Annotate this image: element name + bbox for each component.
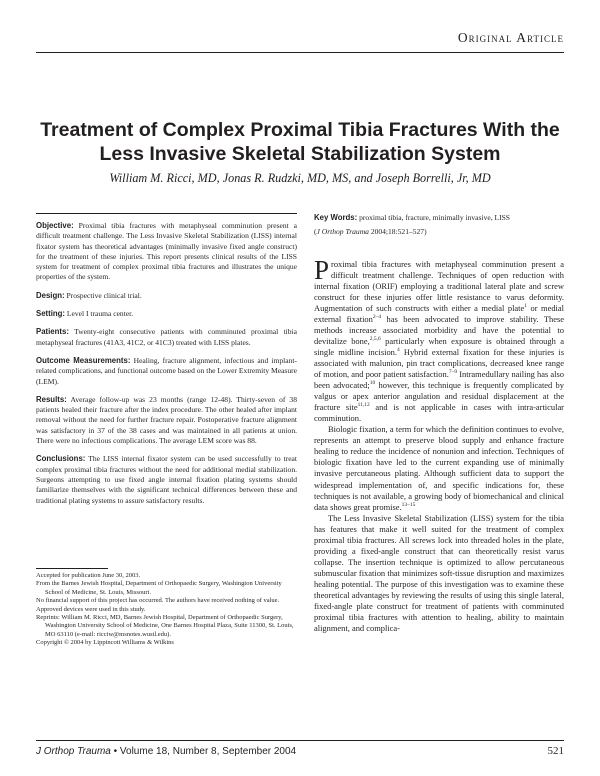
footer-journal: J Orthop Trauma (36, 746, 111, 757)
abstract-text: Level I trauma center. (66, 309, 134, 319)
body-text-run: or medial external fixation (314, 302, 564, 324)
citation-ref: 7–9 (448, 369, 458, 376)
body-text (314, 254, 564, 635)
abstract-heading: Outcome Measurements: (36, 355, 131, 365)
running-footer (36, 746, 296, 757)
key-words (314, 213, 564, 223)
footnote-affiliation: From the Barnes Jewish Hospital, Department of Orthopaedic Surgery, Washington University School of Medicine, St. Louis, Missouri. (36, 580, 282, 596)
footnote-funding: No financial support of this project has occurred. The authors have received nothing of value. (36, 597, 280, 605)
abstract-setting (36, 309, 297, 319)
left-column (36, 213, 297, 506)
abstract-heading: Conclusions: (36, 454, 86, 464)
paragraph-1-text (314, 254, 564, 424)
footnote-devices: Approved devices were used in this study. (36, 605, 146, 613)
abstract-text: The LISS internal fixator system can be used successfully to treat complex proximal tibia fractures without the need for additional medial stabilization. Surgeons attempting to use fixed angle internal fixation plating systems should familiarize themselves with the significant technical differences between these and traditional plating systems to assure satisfactory results. (36, 454, 297, 505)
author-list: William M. Ricci, MD, Jonas R. Rudzki, MD, MS, and Joseph Borrelli, Jr, MD (109, 171, 491, 185)
footnote-accepted: Accepted for publication June 30, 2003. (36, 572, 141, 579)
abstract-heading: Design: (36, 290, 65, 300)
citation-ref: 4 (397, 346, 400, 353)
abstract-patients (36, 327, 297, 348)
citation-ref: 13–15 (401, 501, 416, 508)
body-text-run: has been advocated to improve stability. These methods increase associated morbidity and have the potential to devitalize bone, (314, 313, 564, 346)
citation-ref: 11,12 (357, 402, 370, 409)
abstract (36, 221, 297, 506)
citation (314, 227, 564, 237)
body-paragraph-2 (314, 424, 564, 512)
citation-details: 2004;18:521–527) (370, 227, 427, 237)
abstract-text: Average follow-up was 23 months (range 12-48). Thirty-seven of 38 patients healed their fracture after the index procedure. The other healed after implant removal without the need for further fracture repair. Postoperative fracture alignment was satisfactory in 37 of the 38 cases and was maintained in all patients at union. There were no infectious complications. The average LEM score was 88. (36, 394, 297, 446)
abstract-text: Proximal tibia fractures with metaphyseal comminution present a difficult treatment challenge. The Less Invasive Skeletal Stabilization (LISS) internal fixator system has theoretical advantages (minimally invasive fixed angle construct) for the treatment of these injuries. This report presents clinical results of the LISS system for treatment of complex proximal tibia fractures and illustrates the unique properties of the system. (36, 221, 298, 282)
footnote-rule (36, 568, 108, 569)
abstract-design (36, 291, 297, 301)
abstract-heading: Results: (36, 394, 67, 404)
citation-ref: 1 (524, 302, 528, 309)
body-text-run: roximal tibia fractures with metaphyseal comminution present a difficult treatment challenge. Techniques of open reduction with internal fixation (ORIF) employing a traditional lateral plate and screw construct for these injuries offer little resistance to varus deformity. Augmentation of such constructs with either a medial plate (314, 258, 564, 313)
body-text-run: and is not applicable in cases with intra-articular comminution. (314, 402, 564, 424)
body-text-run: The Less Invasive Skeletal Stabilization (LISS) system for the tibia has features that make it well suited for the treatment of complex proximal tibia fractures. All screws lock into threaded holes in the plate, providing a fixed-angle construct that can theoretically resist varus collapse. The insertion technique is optimized to allow percutaneous submuscular fixation that minimizes soft-tissue disruption and maximizes healing potential. The purpose of this investigation was to examine these theoretical advantages by reviewing the results of using this single lateral, fixed-angle plate construct for treatment of patients with comminuted proximal tibia fractures with attention to healing, ability to maintain alignment, and complica- (314, 512, 564, 634)
body-text-run: Hybrid external fixation for these injuries is associated with malunion, pin tract complications, decreased knee range of motion, and poor patient satisfaction. (314, 346, 564, 380)
bottom-rule (36, 740, 564, 741)
top-rule (36, 52, 564, 53)
body-text-run: however, this technique is frequently complicated by valgus or apex anterior angulation and residual displacement at the fracture site (314, 380, 564, 413)
right-column (314, 213, 564, 634)
abstract-results (36, 395, 297, 446)
abstract-heading: Setting: (36, 309, 66, 319)
key-words-label: Key Words: (314, 213, 358, 222)
abstract-conclusions (36, 454, 297, 505)
citation-paren: ( (314, 227, 317, 237)
key-words-text: proximal tibia, fracture, minimally invasive, LISS (359, 213, 510, 222)
abstract-text: Prospective clinical trial. (66, 290, 142, 300)
drop-cap: P (314, 254, 330, 285)
body-paragraph-3 (314, 513, 564, 635)
body-text-run: particularly when exposure is obtained through a single midline incision. (314, 335, 564, 357)
body-paragraph-1 (314, 254, 564, 425)
footnote-reprints: Reprints: William M. Ricci, MD, Barnes Jewish Hospital, Department of Orthopaedic Surgery, Washington University School of Medicine, One Barnes Hospital Plaza, Suite 11300, St. Louis, MO 63110 (e-mail: ricciw@msnotes.wustl.edu). (36, 614, 294, 638)
abstract-text: Healing, fracture alignment, infectious and implant-related complications, and functional outcome based on the Lower Extremity Measure (LEM). (36, 355, 298, 386)
abstract-outcome (36, 356, 297, 387)
citation-ref: 10 (369, 380, 376, 387)
article-title: Treatment of Complex Proximal Tibia Fractures With the Less Invasive Skeletal Stabilization System (40, 119, 560, 165)
abstract-heading: Patients: (36, 327, 69, 337)
section-label: Original Article (457, 30, 564, 45)
abstract-objective (36, 221, 297, 283)
citation-journal: J Orthop Trauma (316, 227, 369, 237)
citation-ref: 2–4 (372, 313, 382, 320)
body-text-run: Intramedullary nailing has also been advocated; (314, 369, 564, 391)
body-text-run: Biologic fixation, a term for which the definition continues to evolve, represents an attempt to preserve blood supply and enhance fracture healing to reduce the incidence of nonunion and infection. Techniques of biologic fixation have led to the current expanding use of minimally invasive percutaneous plating. Although sufficient data to support the widespread implementation of, and specific indications for, these techniques is not available, a growing body of biomechanical and clinical data shows great promise. (314, 424, 564, 512)
footnotes (36, 572, 297, 648)
abstract-text: Twenty-eight consecutive patients with comminuted proximal tibia metaphyseal fractures (41A3, 41C2, or 41C3) treated with LISS plates. (36, 327, 297, 347)
abstract-heading: Objective: (36, 221, 74, 230)
citation-ref: 2,5,6 (369, 335, 381, 342)
footer-issue: • Volume 18, Number 8, September 2004 (113, 746, 297, 757)
footnote-copyright: Copyright © 2004 by Lippincott Williams & Wilkins (36, 639, 174, 647)
page-number: 521 (547, 745, 564, 757)
